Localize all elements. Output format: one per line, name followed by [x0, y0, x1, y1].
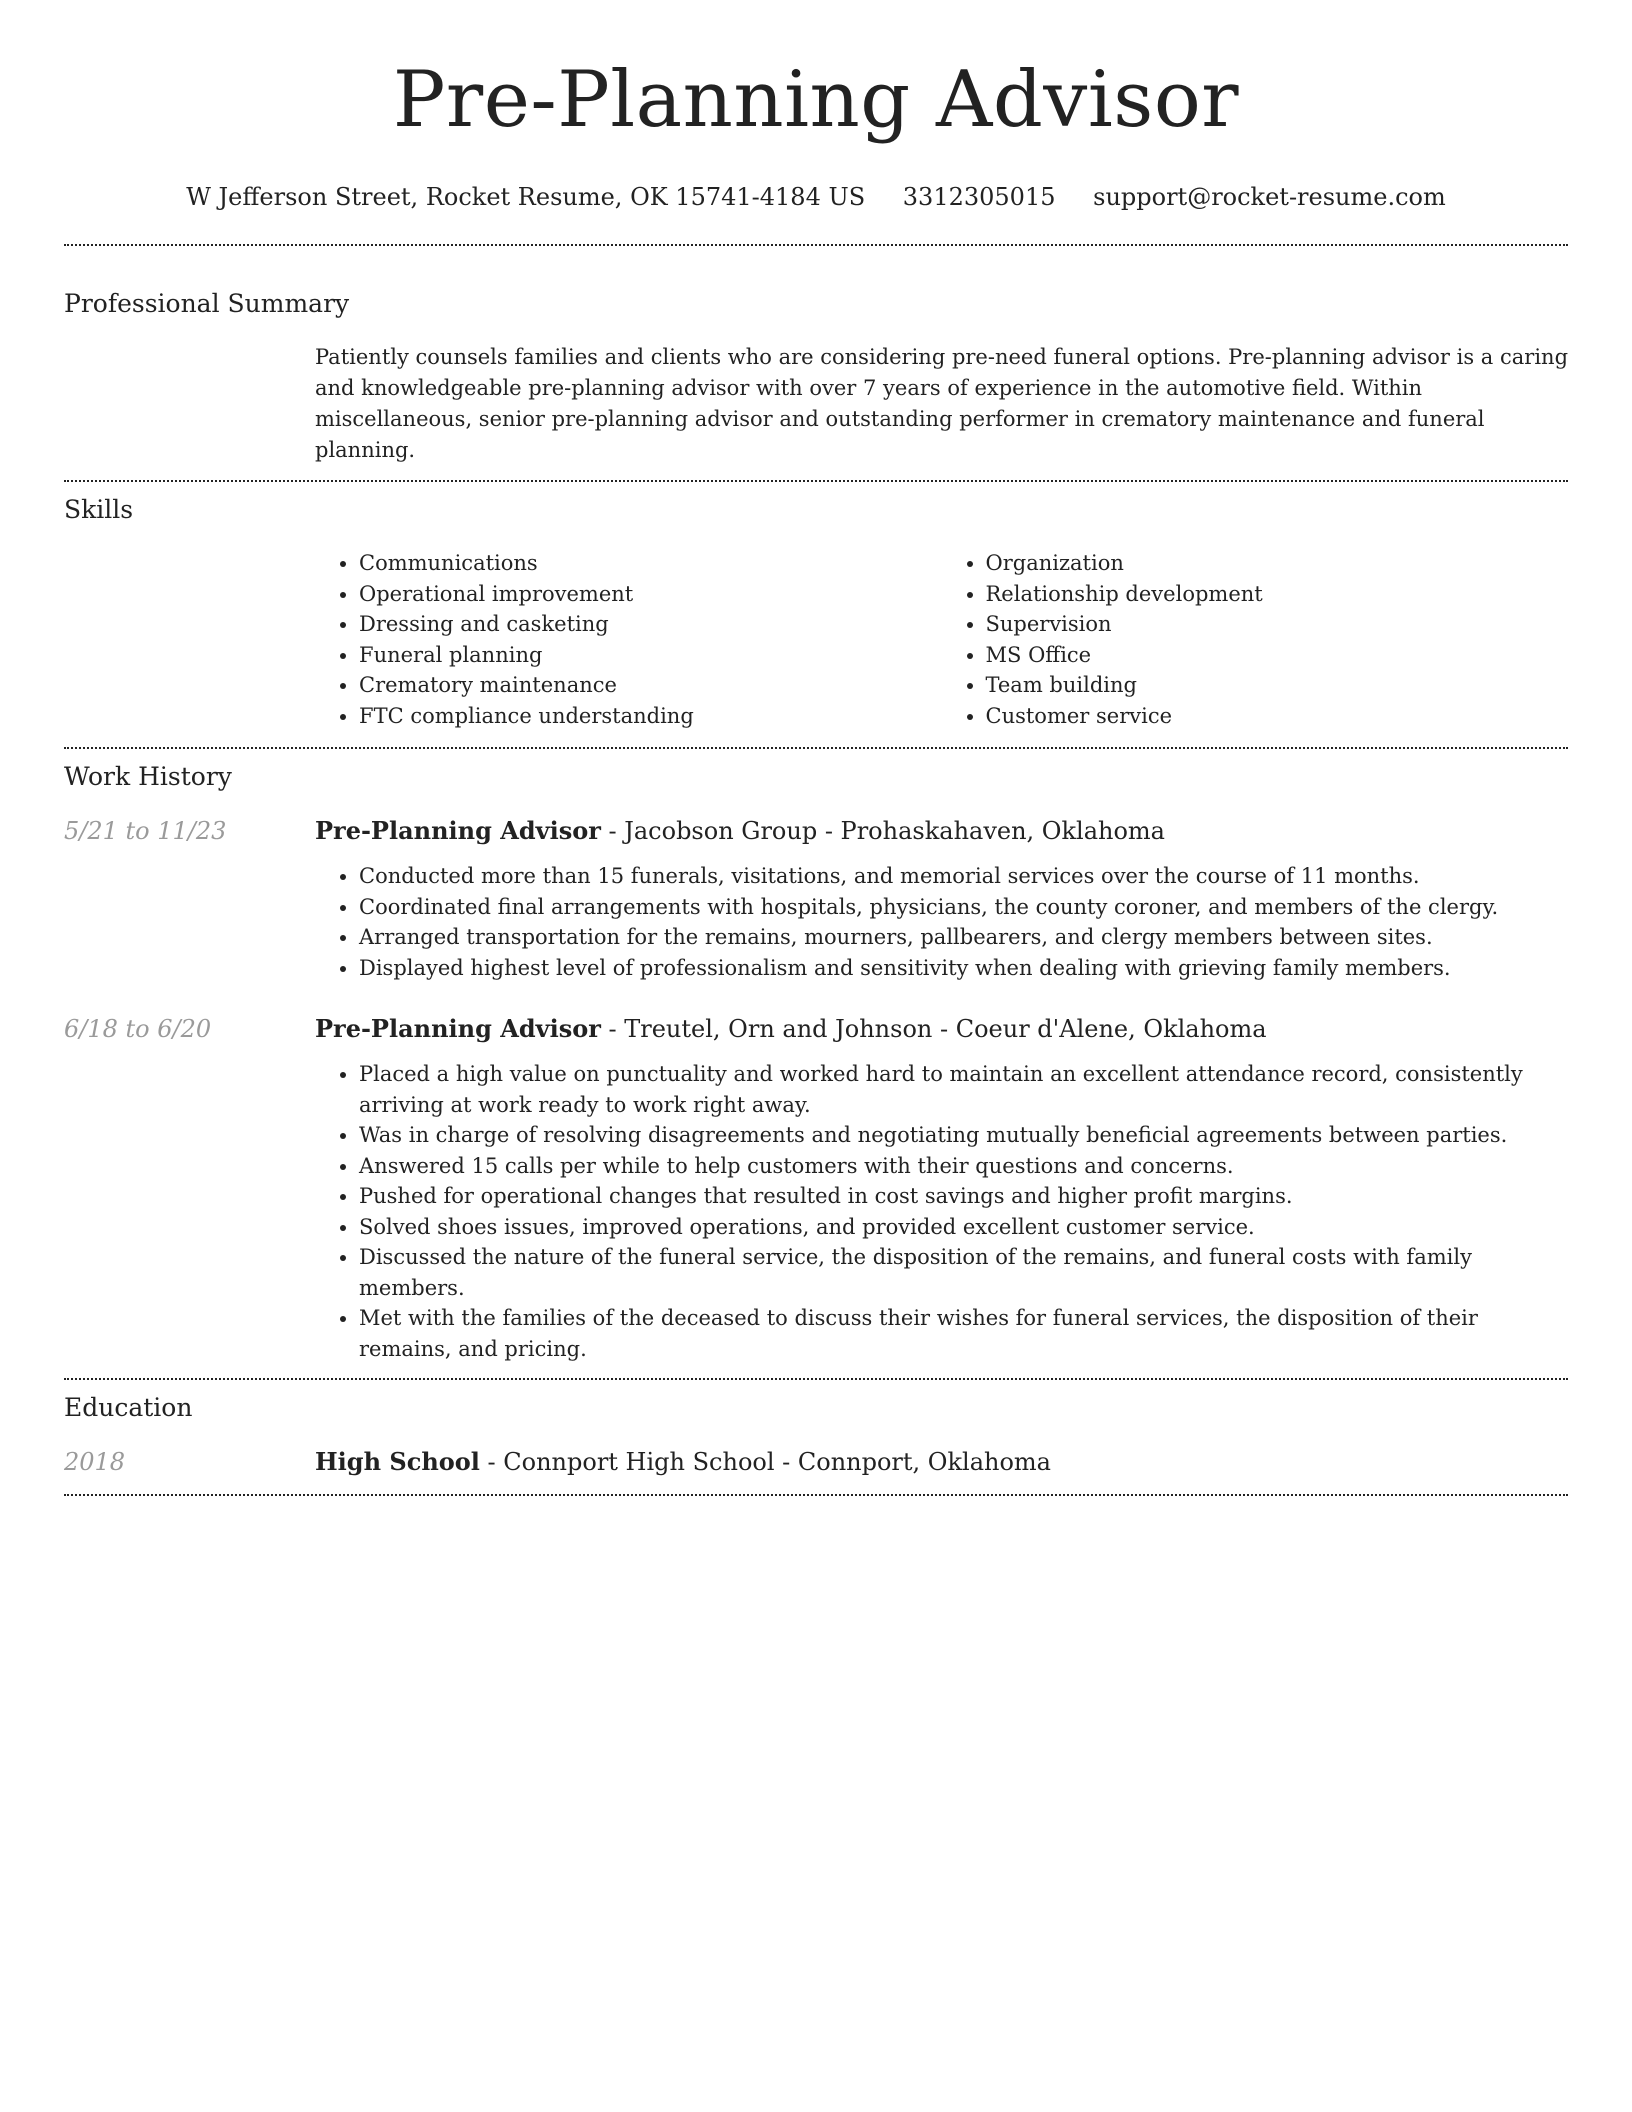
job-dates: 5/21 to 11/23	[64, 817, 227, 845]
job-entry	[64, 1013, 1568, 1378]
contact-address: W Jefferson Street, Rocket Resume, OK 15741-4184 US	[186, 183, 866, 211]
job-bullet: • Displayed highest level of professionalism and sensitivity when dealing with grieving family members.	[359, 953, 1568, 984]
summary-text: Patiently counsels families and clients who are considering pre-need funeral options. Pre-planning advisor is a caring and knowledgeable pre-planning advisor with over 7 years of experience in the automotive field. Within miscellaneous, senior pre-planning advisor and outstanding performer in crematory maintenance and funeral planning.	[315, 345, 1569, 462]
job-dates: 6/18 to 6/20	[64, 1015, 212, 1043]
job-bullet: • Solved shoes issues, improved operations, and provided excellent customer service.	[359, 1212, 1568, 1243]
divider	[64, 480, 1568, 482]
skill-item: • Customer service	[986, 701, 1569, 732]
education-title: Education	[64, 1393, 193, 1422]
skill-item: • Relationship development	[986, 579, 1569, 610]
skill-item: • Communications	[359, 548, 942, 579]
job-role: Pre-Planning Advisor	[315, 1014, 601, 1043]
job-bullet: • Pushed for operational changes that resulted in cost savings and higher profit margins.	[359, 1181, 1568, 1212]
summary-title: Professional Summary	[64, 289, 350, 318]
job-body	[315, 1013, 1568, 1378]
skill-item: • Dressing and casketing	[359, 609, 942, 640]
job-bullet: • Arranged transportation for the remains, mourners, pallbearers, and clergy members between sites.	[359, 922, 1568, 953]
divider	[64, 1494, 1568, 1496]
job-body	[315, 815, 1568, 983]
divider	[64, 1378, 1568, 1380]
job-bullets	[315, 1059, 1568, 1364]
contact-line	[64, 182, 1568, 212]
job-bullet: • Coordinated final arrangements with hospitals, physicians, the county coroner, and members of the clergy.	[359, 892, 1568, 923]
job-bullet: • Answered 15 calls per while to help customers with their questions and concerns.	[359, 1151, 1568, 1182]
skill-item: • MS Office	[986, 640, 1569, 671]
job-bullet: • Discussed the nature of the funeral service, the disposition of the remains, and funeral costs with family members.	[359, 1242, 1568, 1303]
skill-item: • Organization	[986, 548, 1569, 579]
job-employer: - Treutel, Orn and Johnson - Coeur d'Alene, Oklahoma	[600, 1015, 1267, 1043]
skill-item: • Team building	[986, 670, 1569, 701]
education-degree: High School	[315, 1447, 480, 1476]
job-bullet: • Conducted more than 15 funerals, visitations, and memorial services over the course of 11 months.	[359, 861, 1568, 892]
skill-item: • Funeral planning	[359, 640, 942, 671]
divider	[64, 747, 1568, 749]
job-bullet: • Was in charge of resolving disagreements and negotiating mutually beneficial agreements between parties.	[359, 1120, 1568, 1151]
job-bullet: • Placed a high value on punctuality and worked hard to maintain an excellent attendance record, consistently arriving at work ready to work right away.	[359, 1059, 1568, 1120]
skill-item: • Operational improvement	[359, 579, 942, 610]
skills-grid	[315, 548, 1568, 731]
job-entry	[64, 815, 1568, 983]
skills-right-column	[942, 548, 1569, 731]
skills-left-column	[315, 548, 942, 731]
divider	[64, 244, 1568, 246]
skill-item: • Crematory maintenance	[359, 670, 942, 701]
education-school: - Connport High School - Connport, Oklahoma	[479, 1448, 1051, 1476]
job-role: Pre-Planning Advisor	[315, 816, 601, 845]
candidate-name: Pre-Planning Advisor	[392, 55, 1240, 145]
job-employer: - Jacobson Group - Prohaskahaven, Oklahoma	[600, 817, 1165, 845]
skills-title: Skills	[64, 495, 134, 524]
contact-email: support@rocket-resume.com	[1093, 183, 1446, 211]
work-history-title: Work History	[64, 762, 232, 791]
job-heading	[315, 1013, 1568, 1045]
job-bullets	[315, 861, 1568, 983]
education-heading	[315, 1446, 1051, 1478]
skill-item: • FTC compliance understanding	[359, 701, 942, 732]
job-bullet: • Met with the families of the deceased to discuss their wishes for funeral services, the disposition of their remains, and pricing.	[359, 1303, 1568, 1364]
education-year: 2018	[64, 1448, 126, 1476]
contact-phone: 3312305015	[902, 183, 1056, 211]
skill-item: • Supervision	[986, 609, 1569, 640]
education-entry	[64, 1446, 1568, 1478]
resume-header	[64, 0, 1568, 212]
job-heading	[315, 815, 1568, 847]
